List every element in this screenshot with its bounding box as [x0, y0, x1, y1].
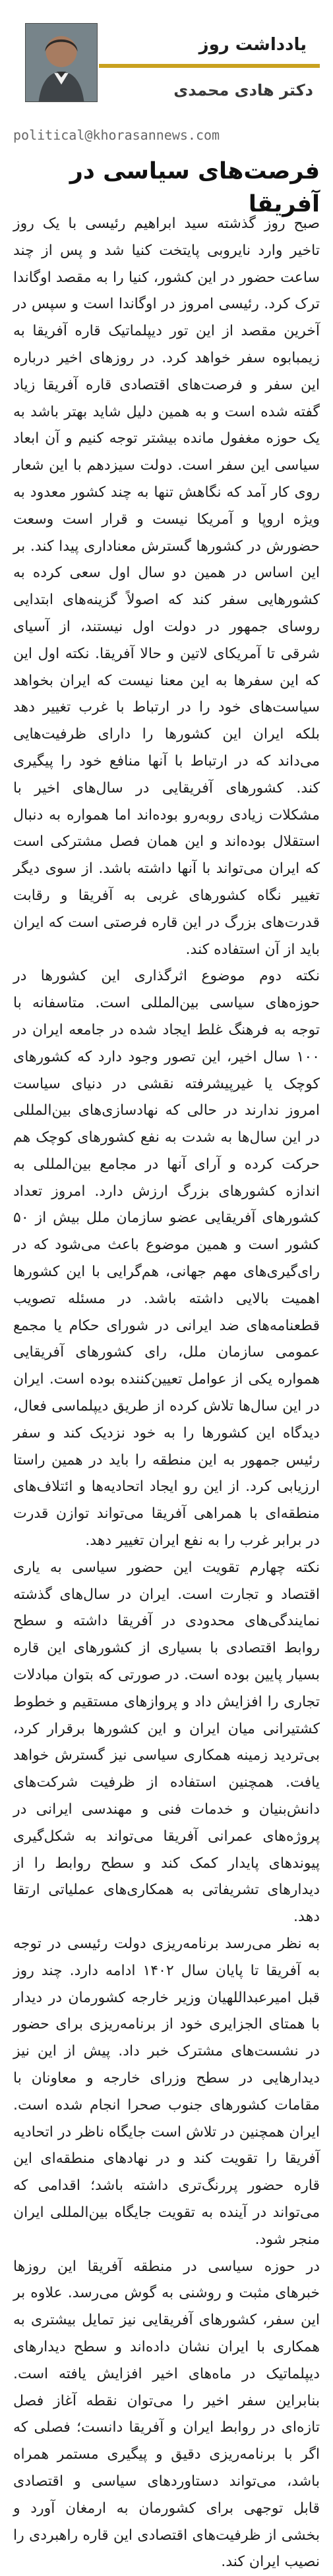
author-photo: [25, 23, 98, 102]
author-email: political@khorasannews.com: [13, 127, 220, 143]
article-paragraph: به نظر می‌رسد برنامه‌ریزی دولت رئیسی در توجه به آفریقا تا پایان سال ۱۴۰۲ ادامه دارد. چند روز قبل امیرعبداللهیان وزیر خارجه کشورمان در دیدار با همتای الجزایری خود از برنامه‌ریزی برای حضور در نشست‌های مشترک خبر داد. پیش از این نیز دیدارهایی در سطح وزرای خارجه و معاونان با مقامات کشورهای جنوب صحرا انجام شده است. ایران همچنین در تلاش است جایگاه ناظر در اتحادیه آفریقا را تقویت کند و در نهادهای منطقه‌ای این قاره حضور پررنگ‌تری داشته باشد؛ اقدامی که می‌تواند در آینده به تقویت جایگاه بین‌المللی ایران منجر شود.: [13, 1936, 320, 2248]
article-paragraph: در حوزه سیاسی در منطقه آفریقا این روزها خبرهای مثبت و روشنی به گوش می‌رسد. علاوه بر این سفر، کشورهای آفریقایی نیز تمایل بیشتری به همکاری با ایران نشان داده‌اند و سطح دیدارهای دیپلماتیک در ماه‌های اخیر افزایش یافته است. بنابراین سفر اخیر را می‌توان نقطه آغاز فصل تازه‌ای در روابط ایران و آفریقا دانست؛ فصلی که اگر با برنامه‌ریزی دقیق و پیگیری مستمر همراه باشد، می‌تواند دستاوردهای سیاسی و اقتصادی قابل توجهی برای کشورمان به ارمغان آورد و بخشی از ظرفیت‌های اقتصادی این قاره راهبردی را نصیب ایران کند.: [13, 2258, 320, 2571]
author-name: دکتر هادی محمدی: [173, 81, 313, 99]
article-paragraph: نکته چهارم تقویت این حضور سیاسی به یاری اقتصاد و تجارت است. ایران در سال‌های گذشته نمایندگی‌های محدودی در آفریقا داشته و سطح روابط اقتصادی با بسیاری از کشورهای این قاره بسیار پایین بوده است. در صورتی که بتوان مبادلات تجاری را افزایش داد و پروازهای مستقیم و خطوط کشتیرانی میان ایران و این کشورها برقرار کرد، بی‌تردید زمینه همکاری سیاسی نیز گسترش خواهد یافت. همچنین استفاده از ظرفیت شرکت‌های دانش‌بنیان و خدمات فنی و مهندسی ایرانی در پروژه‌های عمرانی آفریقا می‌تواند به شکل‌گیری پیوندهای پایدار کمک کند و سطح روابط را از دیدارهای تشریفاتی به همکاری‌های عملیاتی ارتقا دهد.: [13, 1559, 320, 1926]
article-paragraph: نکته دوم موضوع اثرگذاری این کشورها در حوزه‌های سیاسی بین‌المللی است. متاسفانه با توجه به فرهنگ غلط ایجاد شده در جامعه ایران در ۱۰۰ سال اخیر، این تصور وجود دارد که کشورهای کوچک یا غیرپیشرفته نقشی در دنیای سیاست امروز ندارند در حالی که نهادسازی‌های بین‌المللی در این سال‌ها به شدت به نفع کشورهای کوچک هم حرکت کرده و آرای آنها در مجامع بین‌المللی به اندازه کشورهای بزرگ ارزش دارد. امروز تعداد کشورهای آفریقایی عضو سازمان ملل بیش از ۵۰ کشور است و همین موضوع باعث می‌شود که در رای‌گیری‌های مهم جهانی، هم‌گرایی با این کشورها اهمیت بالایی داشته باشد. در مسئله تصویب قطعنامه‌های ضد ایرانی در شورای حکام یا مجمع عمومی سازمان ملل، رای کشورهای آفریقایی همواره یکی از عوامل تعیین‌کننده بوده است. ایران در این سال‌ها تلاش کرده از طریق دیپلماسی فعال، دیدگاه این کشورها را به خود نزدیک کند و سفر رئیس جمهور به این منطقه را باید در همین راستا ارزیابی کرد. از این رو ایجاد اتحادیه‌ها و ائتلاف‌های منطقه‌ای با همراهی آفریقا می‌تواند توازن قدرت در برابر غرب را به نفع ایران تغییر دهد.: [13, 968, 320, 1550]
section-label: یادداشت روز: [198, 35, 307, 55]
section-rule: [99, 64, 320, 68]
article-body: [13, 211, 320, 2576]
column-header: [13, 23, 320, 148]
article-title: فرصت‌های سیاسی در آفریقا: [69, 158, 320, 217]
article-paragraph: صبح روز گذشته سید ابراهیم رئیسی با یک روز تاخیر وارد نایروبی پایتخت کنیا شد و پس از چند ساعت حضور در این کشور، کنیا را به مقصد اوگاندا ترک کرد. رئیسی امروز در اوگاندا است و سپس در آخرین مقصد از این تور دیپلماتیک قاره آفریقا به زیمبابوه سفر خواهد کرد. در روزهای اخیر درباره این سفر و فرصت‌های اقتصادی قاره آفریقا زیاد گفته شده است و به همین دلیل شاید بهتر باشد به یک حوزه مغفول مانده بیشتر توجه کنیم و آن ابعاد سیاسی این سفر است. دولت سیزدهم با این شعار روی کار آمد که نگاهش تنها به چند کشور معدود به ویژه اروپا و آمریکا نیست و قرار است وسعت حضورش در کشورها گسترش معناداری پیدا کند. بر این اساس در همین دو سال اول سعی کرده به کشورهایی سفر کند که اصولاً گزینه‌های ابتدایی روسای جمهور در دولت اول نیستند، از آسیای شرقی تا آمریکای لاتین و حالا آفریقا. نکته اول این که این سفرها به این معنا نیست که ایران بخواهد سیاست‌های خود را در ارتباط با غرب تغییر دهد بلکه ایران این کشورها را دارای ظرفیت‌هایی می‌داند که در ارتباط با آنها منافع خود را پیگیری کند. کشورهای آفریقایی در سال‌های اخیر با مشکلات زیادی روبه‌رو بوده‌اند اما همواره به دنبال استقلال بوده‌اند و این همان فصل مشترکی است که ایران می‌تواند با آنها داشته باشد. از سوی دیگر تغییر نگاه کشورهای غربی به آفریقا و رقابت قدرت‌های بزرگ در این قاره فرصتی است که ایران باید از آن استفاده کند.: [13, 215, 320, 958]
author-photo-icon: [26, 24, 97, 101]
